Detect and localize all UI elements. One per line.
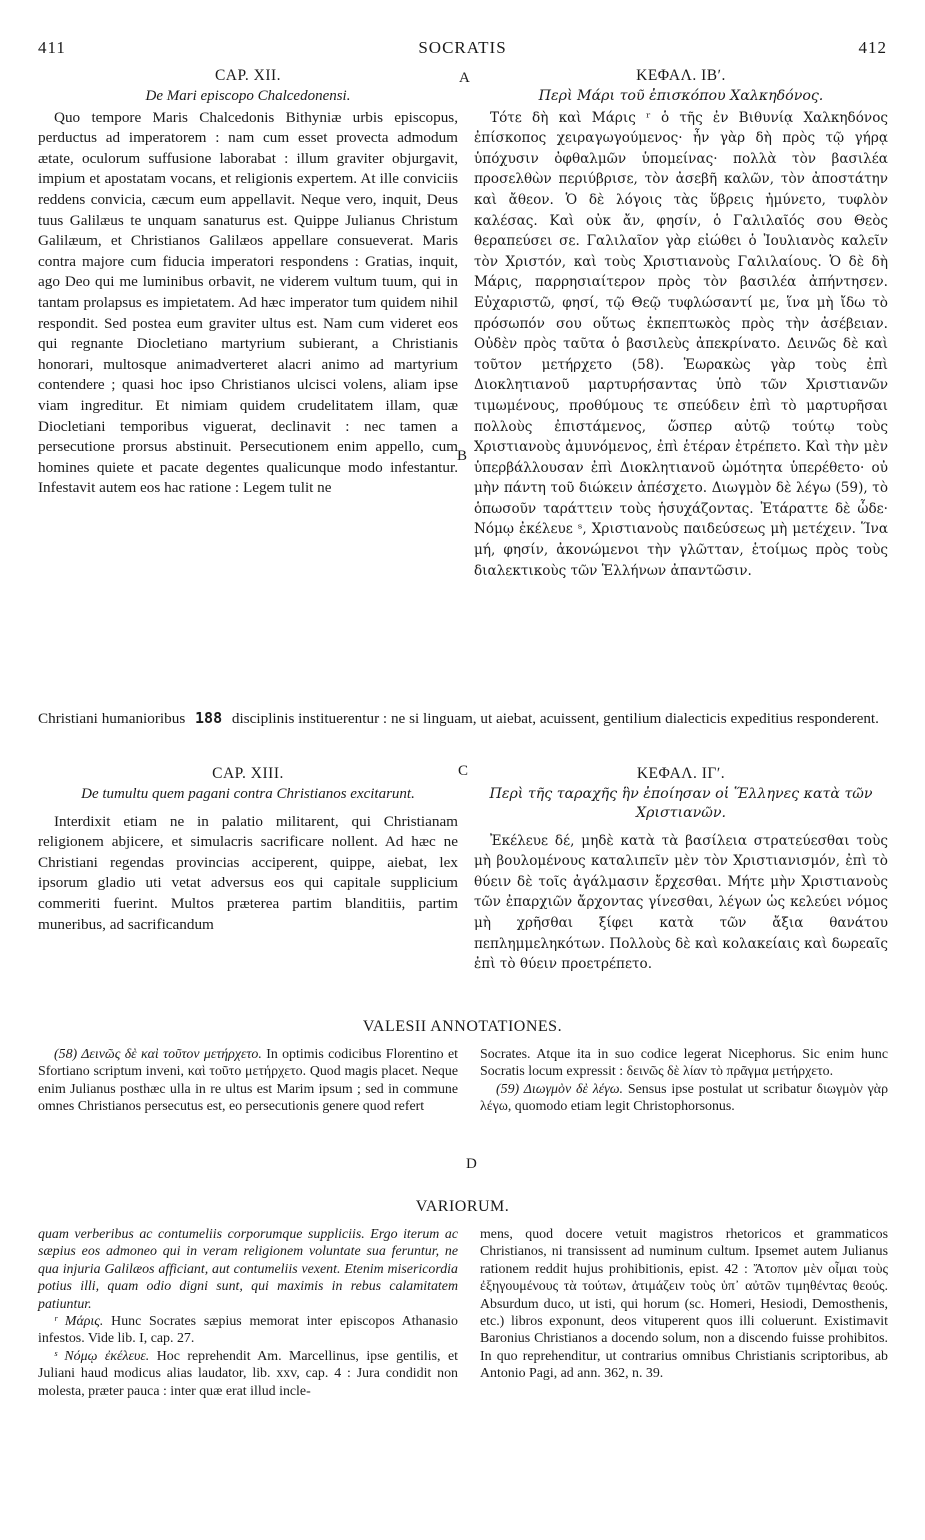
cap13-greek-title: ΚΕΦΑΛ. ΙΓʹ. bbox=[636, 765, 726, 782]
cap13-greek-column bbox=[474, 764, 888, 975]
valesii-note-59-text: Sensus ipse postulat ut scribatur διωγμὸν γὰρ λέγω, quomodo etiam legit Christophorsonus. bbox=[480, 1081, 889, 1115]
valesii-note-58-text: In optimis codicibus Florentino et Sfortiano scriptum inveni, καὶ τοῦτο μετήρχετο. Quod magis placet. Neque enim Julianus posthæc ulla in re ultus est Marim ipsum ; sed in commune omnes Christianos persecutus est, eo persecutionis genere quod refert bbox=[38, 1047, 458, 1115]
cap12-bridge-text bbox=[38, 708, 890, 730]
variorum-left-cont-text: quam verberibus ac contumeliis corporumque suppliciis. Ergo iterum ac sæpius eos admoneo qui in veram religionem voluntate sua feruntur, ne qua injuria Galilæos afficiant, aut contumeliis vexent. Etenim misericordia potius illi, quam odio digni sunt, qui maximis in rebus calamitatem patiuntur. bbox=[38, 1227, 458, 1312]
cap12-latin-column bbox=[38, 66, 458, 499]
variorum-notes-right bbox=[480, 1226, 888, 1383]
cap13-latin-subtitle: De tumultu quem pagani contra Christianos excitarunt. bbox=[81, 785, 415, 802]
valesii-heading: VALESII ANNOTATIONES. bbox=[362, 1018, 563, 1035]
cap12-greek-text: Τότε δὴ καὶ Μάρις ʳ ὁ τῆς ἐν Βιθυνίᾳ Χαλκηδόνος ἐπίσκοπος χειραγωγούμενος· ἦν γὰρ δὴ πρὸς τῷ γήρᾳ ὑπόχυσιν ὀφθαλμῶν ὑπομείνας· πολλὰ τὸν βασιλέα προσελθὼν περιύβρισε, τὸν ἀσεβῆ καλῶν, τὸν ἀποστάτην καὶ ἄθεον. Ὁ δὲ λόγοις τὰς ὕβρεις ἠμύνετο, τυφλὸν καλέσας. Καὶ οὐκ ἄν, φησίν, ὁ Γαλιλαῖός σου Θεὸς θεραπεύσει σε. Γαλιλαῖον γὰρ εἰώθει ὁ Ἰουλιανὸς καλεῖν τὸν Χριστόν, καὶ τοὺς Χριστιανοὺς Γαλιλαίους. Ὁ δὲ δὴ Μάρις, παρρησιαίτερον πρὸς τὸν βασιλέα ἀπήντησεν. Εὐχαριστῶ, φησί, τῷ Θεῷ τυφλώσαντί με, ἵνα μὴ ἴδω τὸ πρόσωπόν σου οὕτως ἐκπεπτωκὸς πρὸς τὴν ἀσέβειαν. Οὐδὲν πρὸς ταῦτα ὁ βασιλεὺς ἀπεκρίνατο. Δεινῶς δὲ καὶ τοῦτον μετήρχετο (58). Ἑωρακὼς γὰρ τοὺς ἐπὶ Διοκλητιανοῦ μαρτυρήσαντας ὑπὸ τῶν Χριστιανῶν τιμωμένους, προθύμους τε σπεύδειν ἐπὶ τὸ μαρτυρῆσαι πολλοὺς ἐπιστάμενος, ὥσπερ αὐτῷ τούτῳ τοὺς Χριστιανοὺς ἀμυνόμενος, ἐπὶ ἑτέραν ἐτρέπετο. Καὶ τὴν μὲν ὑπερβάλλουσαν ἐπὶ Διοκλητιανοῦ ὠμότητα ὑπερέθετο· οὐ μὴν πάντη τοῦ διώκειν ἀπέσχετο. Διωγμὸν δὲ λέγω (59), τὸ ὁπωσοῦν ταράττειν τοὺς ἡσυχάζοντας. Ἐτάραττε δὲ ὧδε· Νόμῳ ἐκέλευε ˢ, Χριστιανοὺς παιδεύσεως μὴ μετέχειν. Ἵνα μή, φησίν, ἀκονώμενοι τὴν γλῶτταν, ἑτοίμως πρὸς τοὺς διαλεκτικοὺς τῶν Ἑλλήνων ἀπαντῶσιν. bbox=[474, 109, 888, 579]
valesii-notes-left bbox=[38, 1046, 458, 1116]
margin-marker-b: B bbox=[457, 448, 468, 464]
page-mark-188: 188 bbox=[195, 709, 223, 727]
valesii-note-58-lemma: (58) Δεινῶς δὲ καὶ τοῦτον μετήρχετο. bbox=[54, 1047, 262, 1062]
margin-marker-d: D bbox=[466, 1156, 477, 1172]
cap13-greek-text: Ἐκέλευε δέ, μηδὲ κατὰ τὰ βασίλεια στρατεύεσθαι τοὺς μὴ βουλομένους καταλιπεῖν μὲν τὸν Χριστιανισμόν, ἐπὶ τὸ θύειν δὲ τοῖς ἀγάλμασιν ἔρχεσθαι. Μήτε μὴν Χριστιανοὺς τῶν ἐπαρχιῶν ἄρχοντας γίνεσθαι, λέγων ὡς κελεύει νόμος μὴ χρῆσθαι ξίφει κατὰ τῶν ἄξια θανάτου πεπλημμεληκότων. Πολλοὺς δὲ καὶ κολακείαις καὶ δωρεαῖς ἐπὶ τὸ θύειν προετρέπετο. bbox=[474, 832, 888, 973]
cap12-greek-subtitle: Περὶ Μάρι τοῦ ἐπισκόπου Χαλκηδόνος. bbox=[538, 87, 824, 104]
cap13-latin-column bbox=[38, 764, 458, 935]
margin-marker-a: A bbox=[459, 70, 470, 86]
variorum-note-s bbox=[38, 1348, 458, 1400]
running-title: SOCRATIS bbox=[418, 38, 507, 57]
variorum-heading: VARIORUM. bbox=[415, 1198, 510, 1215]
bridge-before: Christiani humanioribus bbox=[38, 710, 186, 727]
bridge-after: disciplinis instituerentur : ne si linguam, ut aiebat, acuissent, gentilium dialecticis expeditius responderent. bbox=[231, 710, 879, 727]
variorum-note-r-lemma: ʳ Μάρις. bbox=[54, 1314, 104, 1330]
variorum-right-cont-text: mens, quod docere vetuit magistros rhetoricos et grammaticos Christianos, ni transissent ad numinum cultum. Ipsemet autem Julianus rationem reddit hujus prohibitionis, epist. 42 : Ἄτοπον μὲν οἶμαι τοὺς ἐξηγουμένους τὰ τούτων, ἀτιμάζειν τοὺς ὑπ᾽ αὐτῶν τιμηθέντας θεούς. Absurdum duco, ut isti, qui horum (sc. Homeri, Hesiodi, Demosthenis, etc.) libros exponunt, deos vituperent quos illi coluerunt. Existimavit Baronius Christianos a docendo solum, non a discendo fuisse prohibitos. In quo reprehenditur, ut contrarius omnibus Christianis scriptoribus, ab Antonio Pagi, ad ann. 362, n. 39. bbox=[480, 1227, 888, 1382]
variorum-note-s-lemma: ˢ Νόμῳ ἐκέλευε. bbox=[54, 1348, 150, 1364]
cap12-latin-subtitle: De Mari episcopo Chalcedonensi. bbox=[145, 87, 351, 104]
variorum-note-r bbox=[38, 1313, 458, 1348]
valesii-note-59-lemma: (59) Διωγμὸν δὲ λέγω. bbox=[496, 1081, 624, 1097]
valesii-note-59 bbox=[480, 1081, 888, 1116]
margin-marker-c: C bbox=[458, 763, 469, 779]
cap12-greek-title: ΚΕΦΑΛ. ΙΒʹ. bbox=[636, 67, 726, 84]
variorum-note-r-text: Hunc Socrates sæpius memorat inter episcopos Athanasio infestos. Vide lib. I, cap. 27. bbox=[38, 1314, 458, 1347]
right-page-number: 412 bbox=[858, 38, 887, 57]
cap13-latin-text: Interdixit etiam ne in palatio militarent, qui Christianam religionem abjicere, et simulacris sacrificare nollent. Ad hæc ne Christiani regendas provincias acciperent, quippe, aiebat, lex ipsorum gladio uti vetat adversus eos qui capitale supplicium commeriti fuerint. Multos præterea partim blanditiis, partim muneribus, ad sacrificandum bbox=[38, 812, 458, 933]
left-page-number: 411 bbox=[38, 38, 66, 57]
cap12-greek-column bbox=[474, 66, 888, 581]
cap13-greek-subtitle: Περὶ τῆς ταραχῆς ἣν ἐποίησαν οἱ Ἕλληνες κατὰ τῶν Χριστιανῶν. bbox=[489, 785, 873, 821]
variorum-left-cont bbox=[38, 1226, 458, 1313]
valesii-note-58-cont bbox=[480, 1046, 888, 1081]
variorum-notes-left bbox=[38, 1226, 458, 1400]
variorum-note-s-text: Hoc reprehendit Am. Marcellinus, ipse gentilis, et Juliani haud modicus alias laudator, lib. xxv, cap. 4 : Jura condidit non molesta, præter pauca : inter quæ erat illud incle- bbox=[38, 1348, 458, 1399]
variorum-right-cont bbox=[480, 1226, 888, 1383]
cap13-latin-title: CAP. XIII. bbox=[212, 765, 284, 782]
cap12-latin-title: CAP. XII. bbox=[214, 67, 282, 84]
running-head bbox=[38, 38, 887, 60]
valesii-note-58 bbox=[38, 1046, 458, 1116]
valesii-note-58-cont-text: Socrates. Atque ita in suo codice legerat Nicephorus. Sic enim hunc Socratis locum expressit : δεινῶς δὲ λίαν τὸ πρᾶγμα μετήρχετο. bbox=[480, 1047, 888, 1080]
valesii-notes-right bbox=[480, 1046, 888, 1116]
cap12-latin-text: Quo tempore Maris Chalcedonis Bithyniæ urbis episcopus, perductus ad imperatorem : nam cum esset provecta admodum ætate, oculorum suffusione laborabat : illum graviter objurgavit, impium et apostatam vocans, et religionis expertem. At ille conviciis reddens convicia, cæcum eum appellavit. Neque vero, inquit, Deus tuus Galilæus te unquam sanaturus est. Quippe Julianus Christum Galilæum, et Christianos Galilæos appellare consueverat. Maris contra majore cum fiducia imperatori respondens : Gratias, inquit, ago Deo qui me luminibus orbavit, ne viderem vultum tuum, qui in tantam prolapsus es impietatem. Ad hæc imperator tum quidem nihil respondit. Sed postea eum graviter ultus est. Nam cum videret eos qui regnante Diocletiano martyrium subierant, a Christianis honorari, multosque animadverteret alacri animo ad martyrium contendere ; quasi hoc ipso Christianos ulcisci volens, aliam ipse viam ingreditur. Et nimiam quidem crudelitatem illam, quæ Diocletiani temporibus viguerat, declinavit : nec tamen a persecutione prorsus abstinuit. Persecutionem enim appello, cum homines quiete et pacate degentes qualicunque modo infestantur. Infestavit autem eos hac ratione : Legem tulit ne bbox=[38, 108, 458, 497]
